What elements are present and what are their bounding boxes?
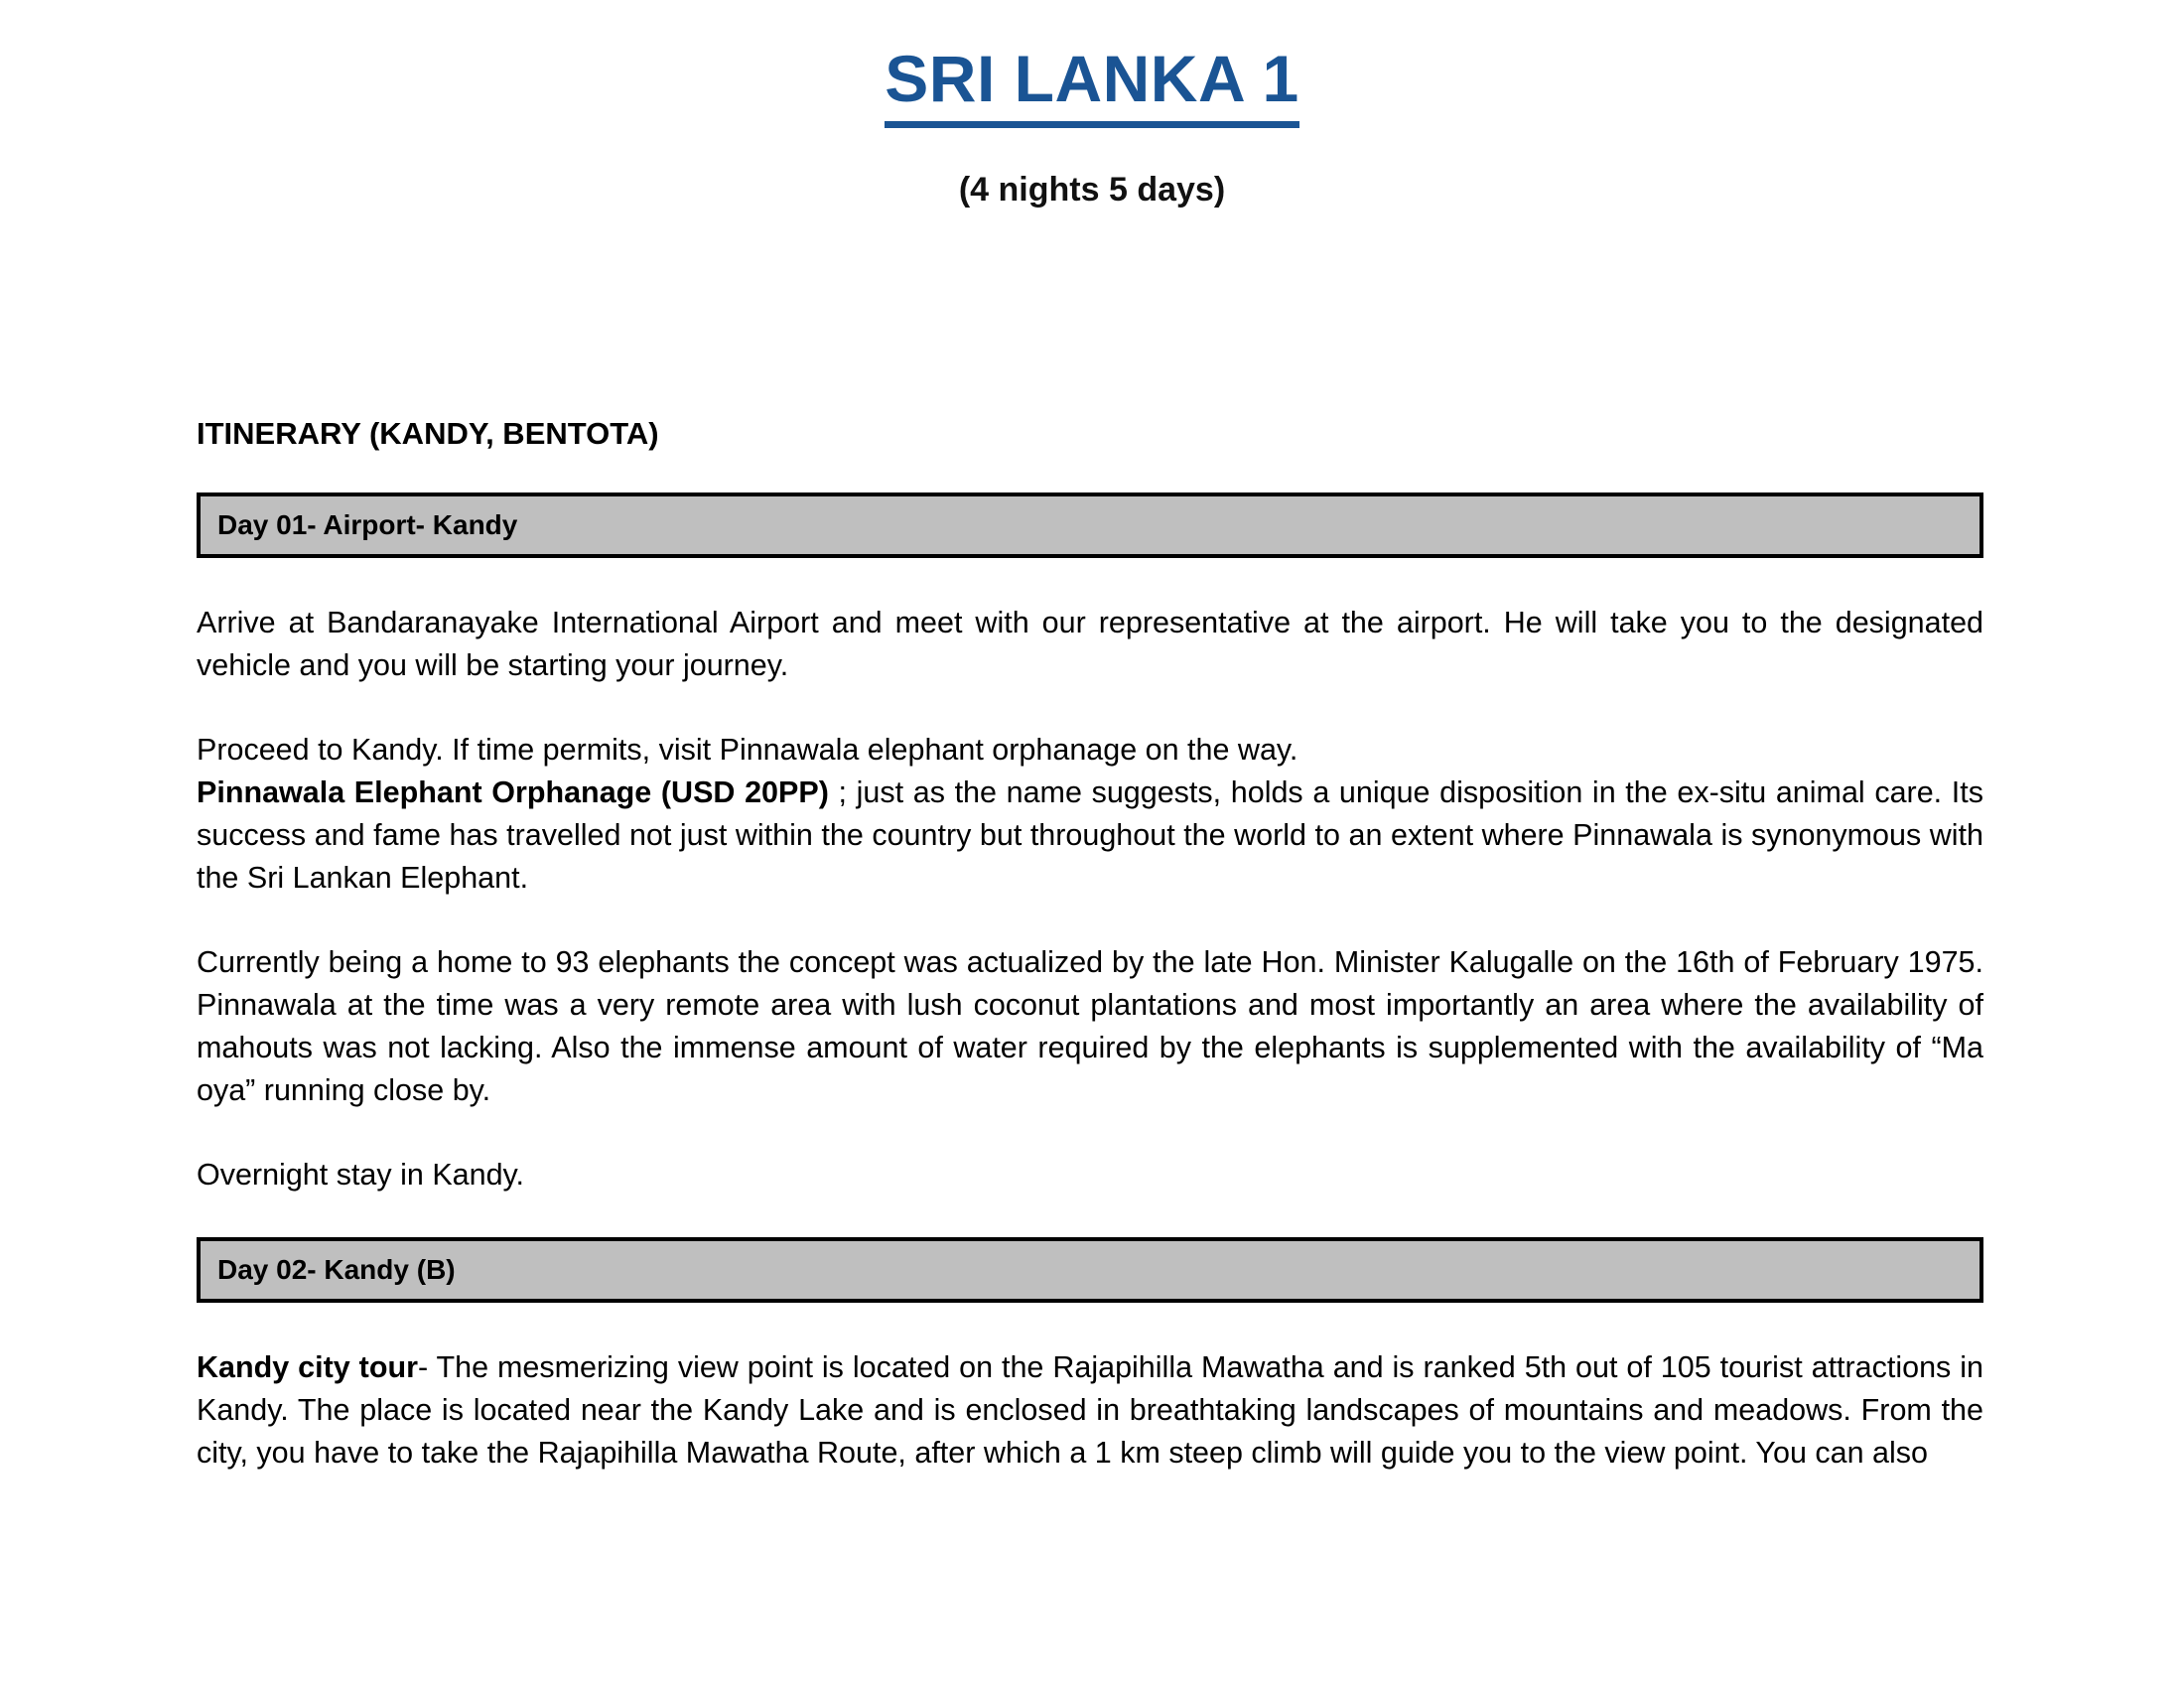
day-01-paragraph-1: Arrive at Bandaranayake International Airport and meet with our representative at the airport. He will take you to the designated vehicle and you will be starting your journey. [197,606,1983,683]
document-subtitle: (4 nights 5 days) [958,171,1226,209]
kandy-city-tour-label: Kandy city tour [197,1350,418,1385]
day-02-body [197,1346,1983,1475]
day-header-bar-02 [197,1237,1983,1303]
document-content [197,0,1983,1475]
day-01-paragraph-2-rest: ; just as the name suggests, holds a unique disposition in the ex-situ animal care. Its success and fame has travelled not just within the country but throughout the world to an extent where Pinnawala is synonymous with the Sri Lankan Elephant. [197,775,1983,896]
itinerary-section-heading: ITINERARY (KANDY, BENTOTA) [197,416,659,451]
day-02-paragraph-1 [197,1346,1983,1475]
day-01-body [197,602,1983,1196]
day-header-bar-01 [197,492,1983,558]
page-title: SRI LANKA 1 [885,46,1298,128]
day-02-paragraph-1-rest: - The mesmerizing view point is located on the Rajapihilla Mawatha and is ranked 5th out of 105 tourist attractions in Kandy. The place is located near the Kandy Lake and is enclosed in breathtaking landscapes of mountains and meadows. From the city, you have to take the Rajapihilla Mawatha Route, after which a 1 km steep climb will guide you to the view point. You can also [197,1350,1983,1471]
day-01-paragraph-3: Currently being a home to 93 elephants the concept was actualized by the late Hon. Minister Kalugalle on the 16th of February 1975. Pinnawala at the time was a very remote area with lush coconut plantations and most importantly an area where the availability of mahouts was not lacking. Also the immense amount of water required by the elephants is supplemented with the availability of “Ma oya” running close by. [197,945,1983,1108]
spacer [197,1112,1983,1154]
spacer [197,900,1983,941]
day-01-paragraph-4: Overnight stay in Kandy. [197,1158,525,1193]
spacer [197,687,1983,729]
day-header-label-01: Day 01- Airport- Kandy [217,509,518,541]
pinnawala-orphanage-label: Pinnawala Elephant Orphanage (USD 20PP) [197,775,829,810]
day-header-label-02: Day 02- Kandy (B) [217,1254,456,1286]
day-01-paragraph-2-line-1: Proceed to Kandy. If time permits, visit Pinnawala elephant orphanage on the way. [197,733,1298,768]
day-01-paragraph-2 [197,729,1983,900]
